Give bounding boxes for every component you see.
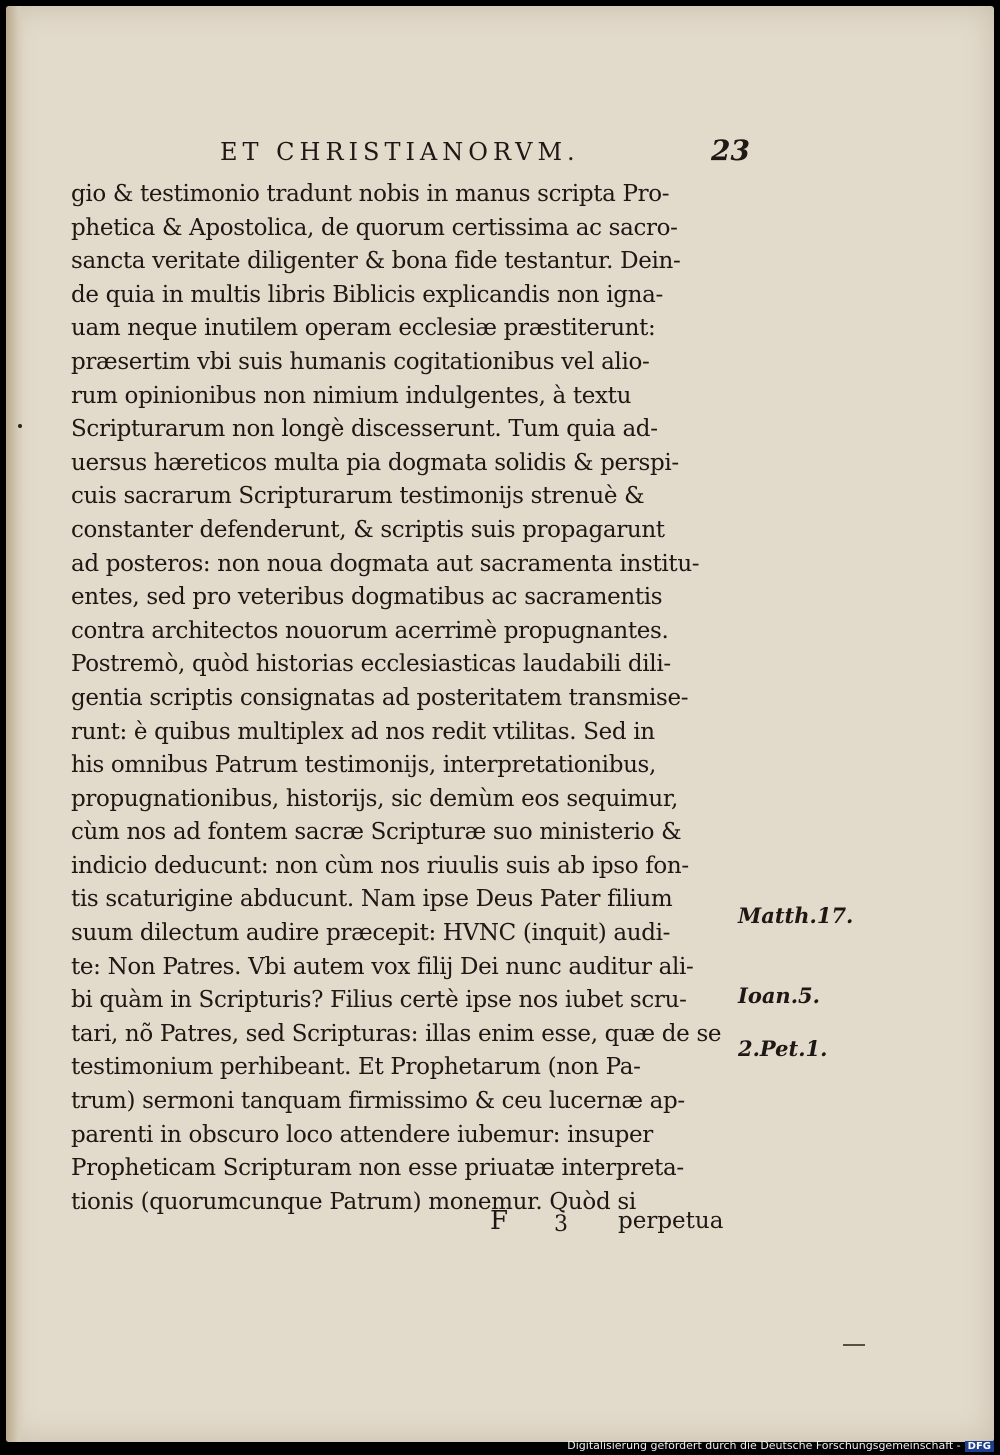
digitization-credit — [567, 1439, 994, 1452]
text-line: rum opinionibus non nimium indulgentes, à textu — [71, 382, 632, 409]
text-line: runt: è quibus multiplex ad nos redit vtilitas. Sed in — [71, 718, 655, 745]
text-line: phetica & Apostolica, de quorum certissima ac sacro- — [71, 214, 678, 241]
text-line: propugnationibus, historijs, sic demùm eos sequimur, — [71, 785, 679, 812]
text-line: entes, sed pro veteribus dogmatibus ac sacramentis — [71, 584, 663, 611]
marginal-note: Ioan.5. — [738, 983, 820, 1008]
credit-text: Digitalisierung gefördert durch die Deutsche Forschungsgemeinschaft - — [567, 1439, 961, 1452]
signature-number: 3 — [554, 1212, 568, 1237]
text-line: tionis (quorumcunque Patrum) monemur. Quòd si — [71, 1188, 636, 1215]
text-line: tari, nõ Patres, sed Scripturas: illas enim esse, quæ de se — [71, 1020, 722, 1047]
marginal-note: Matth.17. — [738, 903, 854, 928]
text-line: uersus hæreticos multa pia dogmata solidis & perspi- — [71, 449, 679, 476]
text-line: cùm nos ad fontem sacræ Scripturæ suo ministerio & — [71, 819, 682, 846]
page-speck — [18, 424, 22, 428]
text-line: Scripturarum non longè discesserunt. Tum quia ad- — [71, 416, 658, 443]
text-line: constanter defenderunt, & scriptis suis propagarunt — [71, 516, 665, 543]
text-line: præsertim vbi suis humanis cogitationibus vel alio- — [71, 348, 650, 375]
text-line: sancta veritate diligenter & bona fide testantur. Dein- — [71, 248, 681, 275]
text-line: gio & testimonio tradunt nobis in manus scripta Pro- — [71, 181, 670, 207]
text-line: contra architectos nouorum acerrimè propugnantes. — [71, 617, 669, 644]
page-gutter — [6, 6, 24, 1442]
signature-line — [490, 1206, 750, 1242]
running-title: ET CHRISTIANORVM. — [220, 138, 580, 166]
body-text — [71, 178, 741, 1219]
text-line: indicio deducunt: non cùm nos riuulis suis ab ipso fon- — [71, 852, 689, 879]
signature-mark: F — [490, 1206, 509, 1236]
text-line: testimonium perhibeant. Et Prophetarum (non Pa- — [71, 1054, 641, 1081]
text-line: Propheticam Scripturam non esse priuatæ interpreta- — [71, 1155, 684, 1182]
text-line: cuis sacrarum Scripturarum testimonijs strenuè & — [71, 483, 645, 510]
text-line: trum) sermoni tanquam firmissimo & ceu lucernæ ap- — [71, 1088, 685, 1115]
text-line: suum dilectum audire præcepit: HVNC (inquit) audi- — [71, 920, 671, 947]
catchword: perpetua — [618, 1208, 724, 1234]
text-line: Postremò, quòd historias ecclesiasticas laudabili dili- — [71, 651, 671, 678]
text-line: de quia in multis libris Biblicis explicandis non igna- — [71, 281, 663, 308]
text-line: tis scaturigine abducunt. Nam ipse Deus Pater filium — [71, 886, 673, 913]
text-line: his omnibus Patrum testimonijs, interpretationibus, — [71, 752, 656, 779]
text-line: te: Non Patres. Vbi autem vox filij Dei nunc auditur ali- — [71, 953, 694, 980]
page-mark — [843, 1344, 865, 1346]
dfg-logo: DFG — [965, 1441, 994, 1452]
page-header — [160, 134, 750, 178]
page-number: 23 — [711, 134, 750, 167]
text-line: bi quàm in Scripturis? Filius certè ipse nos iubet scru- — [71, 987, 687, 1014]
text-line: parenti in obscuro loco attendere iubemur: insuper — [71, 1121, 653, 1148]
text-line: uam neque inutilem operam ecclesiæ præstiterunt: — [71, 315, 656, 342]
marginal-note: 2.Pet.1. — [738, 1036, 828, 1061]
text-line: gentia scriptis consignatas ad posteritatem transmise- — [71, 684, 689, 711]
text-line: ad posteros: non noua dogmata aut sacramenta institu- — [71, 550, 700, 577]
